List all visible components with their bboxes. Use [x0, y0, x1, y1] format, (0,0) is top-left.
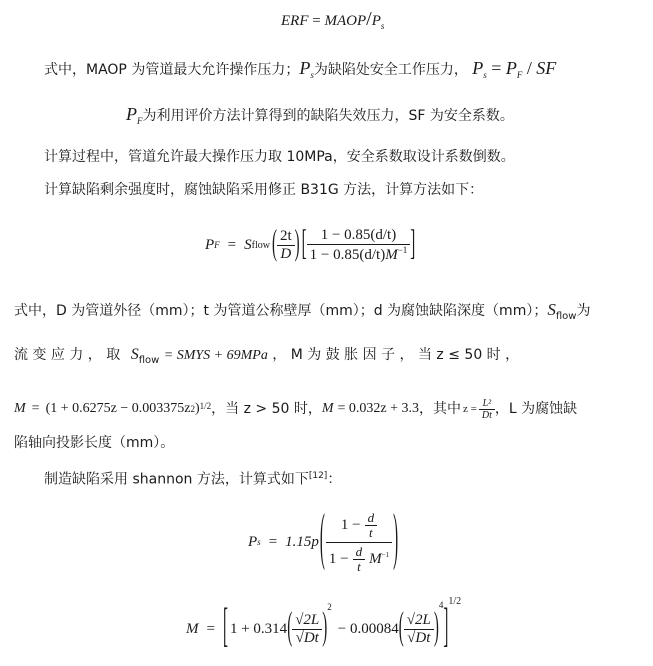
b31g-frac-1: [277, 228, 295, 263]
shannon-num: [326, 511, 392, 543]
shannon-den-fn: d: [353, 545, 366, 560]
b31g-frac2-den-m: M: [385, 246, 398, 263]
erf-eq: =: [312, 13, 321, 29]
shannon-den-frac: [353, 545, 366, 574]
shannon-den-a: 1 −: [328, 550, 349, 567]
m-frac-2: [404, 612, 434, 647]
erf-num: MAOP: [324, 13, 367, 29]
b31g-equation: [205, 218, 415, 272]
line9-ref: [12]: [308, 471, 328, 481]
b31g-paren-close: ): [294, 224, 300, 263]
line6-eq: = SMYS + 69MPa: [163, 348, 268, 363]
shannon-coef: 1.15p: [285, 533, 319, 550]
text-line-9: [44, 466, 341, 490]
erf-equation: [281, 9, 384, 36]
line7-eq: =: [31, 401, 40, 416]
m-exp-1: 2: [327, 602, 332, 612]
line6-s-sub: flow: [138, 354, 160, 366]
line5-s-sub: flow: [555, 310, 577, 322]
b31g-frac2-num: 1 − 0.85(d/t): [307, 227, 411, 245]
line7-exp: 1/2: [199, 401, 212, 411]
line7-z-den: Dt: [481, 409, 492, 421]
line1-p3: P: [505, 58, 517, 78]
text-line-1: [44, 58, 556, 85]
line7-z: z =: [463, 403, 477, 415]
m-paren2-close: ): [433, 606, 439, 649]
b31g-frac2-den: [307, 245, 411, 264]
b31g-paren-open: (: [271, 224, 277, 263]
text-line-8: 陷轴向投影长度（mm）。: [14, 435, 175, 451]
b31g-frac2-den-a: 1 − 0.85(d/t): [309, 246, 386, 263]
line1-slash: /: [526, 58, 532, 78]
line9-text-a: 制造缺陷采用 shannon 方法，计算式如下: [44, 471, 309, 488]
b31g-frac2-den-exp: −1: [397, 244, 408, 255]
line2-p: P: [126, 104, 137, 124]
b31g-bracket-close: ]: [410, 224, 416, 263]
line6-text-a: 流 变 应 力 ， 取: [14, 347, 121, 363]
shannon-paren-close: ): [393, 506, 399, 574]
b31g-eq: =: [227, 236, 237, 253]
line1-sf: SF: [536, 58, 557, 78]
shannon-paren-open: (: [319, 506, 325, 574]
line2-text: 为利用评价方法计算得到的缺陷失效压力，SF 为安全系数。: [142, 108, 514, 124]
line7-expr2: = 0.032z + 3.3: [337, 401, 420, 416]
m-outer-exp: 1/2: [448, 596, 462, 607]
shannon-equation: [248, 498, 399, 586]
b31g-frac1-num: 2t: [277, 228, 295, 246]
line2-p-sub: F: [137, 115, 143, 126]
line1-p2: P: [472, 58, 484, 78]
m-equation: [186, 596, 461, 662]
shannon-lhs: P: [248, 533, 258, 550]
shannon-lhs-sub: s: [257, 537, 261, 547]
m-bracket-open: [: [222, 601, 228, 653]
shannon-num-fd: t: [369, 524, 373, 540]
text-line-2: [126, 104, 514, 131]
shannon-num-fn: d: [365, 511, 378, 526]
erf-lhs: ERF: [281, 13, 309, 29]
line6-s: S: [130, 346, 139, 363]
line7-text-a: ，当 z > 50 时，: [211, 401, 322, 417]
m-paren2-open: (: [398, 606, 404, 649]
line7-z-frac: [479, 398, 495, 421]
m-lhs: M: [186, 620, 199, 637]
line1-text-b: 为缺陷处安全工作压力，: [313, 62, 468, 78]
shannon-den-m: M: [369, 550, 382, 567]
line7-text-b: ，其中: [419, 401, 462, 417]
b31g-s: S: [244, 236, 252, 253]
line1-p2-sub: s: [483, 69, 487, 80]
b31g-frac-2: [307, 227, 411, 264]
m-term-b: − 0.00084: [337, 620, 399, 637]
line1-p1-sub: s: [310, 69, 314, 80]
b31g-bracket-open: [: [301, 224, 307, 263]
m-frac1-den: √Dt: [295, 629, 319, 646]
m-frac1-num: √2L: [292, 612, 322, 630]
line7-z-exp: 2: [190, 404, 195, 414]
shannon-den-exp: −1: [381, 550, 390, 559]
m-paren1-close: ): [322, 606, 328, 649]
b31g-frac1-den: D: [280, 245, 292, 262]
line7-m: M: [14, 401, 26, 416]
m-frac-1: [292, 612, 322, 647]
text-line-5: [14, 300, 590, 327]
m-eq: =: [206, 620, 215, 637]
erf-den-sub: s: [380, 21, 385, 31]
text-line-4: 计算缺陷剩余强度时，腐蚀缺陷采用修正 B31G 方法，计算方法如下：: [44, 182, 484, 198]
line5-text-a: 式中，D 为管道外径（mm）；t 为管道公称壁厚（mm）；d 为腐蚀缺陷深度（mm）；: [14, 303, 548, 319]
line7-m2: M: [321, 401, 334, 416]
m-paren1-open: (: [287, 606, 293, 649]
m-term-a: 1 + 0.314: [229, 620, 288, 637]
erf-slash: /: [366, 8, 372, 30]
line7-z-num: L²: [479, 398, 495, 410]
b31g-s-sub: flow: [251, 239, 270, 251]
m-frac2-den: √Dt: [407, 629, 431, 646]
line7-expr: (1 + 0.6275z − 0.003375z: [45, 401, 191, 416]
shannon-eq: =: [268, 533, 278, 550]
shannon-num-frac: [365, 511, 378, 540]
line1-p3-sub: F: [516, 69, 523, 80]
shannon-frac: [326, 511, 392, 574]
text-line-3: 计算过程中，管道允许最大操作压力取 10MPa，安全系数取设计系数倒数。: [44, 149, 515, 165]
line5-s: S: [547, 300, 556, 319]
line1-p1: P: [299, 58, 311, 78]
line7-text-c: ，L 为腐蚀缺: [494, 401, 578, 417]
m-frac2-num: √2L: [404, 612, 434, 630]
shannon-den-fd: t: [357, 558, 361, 574]
text-line-7: [14, 396, 577, 422]
line1-text-a: 式中，MAOP 为管道最大允许操作压力；: [44, 62, 300, 78]
shannon-num-a: 1 −: [340, 516, 361, 533]
line5-text-b: 为: [576, 303, 591, 319]
shannon-den: [326, 543, 392, 574]
line7-close: ): [194, 401, 200, 416]
line1-eq: =: [491, 58, 502, 78]
erf-den: P: [371, 13, 381, 29]
text-line-6: [14, 345, 519, 371]
m-bracket-close: ]: [443, 601, 449, 653]
line9-text-b: ：: [327, 471, 342, 488]
m-exp-2: 4: [438, 600, 444, 610]
line6-text-b: ， M 为 鼓 胀 因 子 ， 当 z ≤ 50 时 ，: [272, 347, 520, 363]
b31g-lhs: P: [205, 236, 215, 253]
b31g-lhs-sub: F: [214, 240, 220, 250]
